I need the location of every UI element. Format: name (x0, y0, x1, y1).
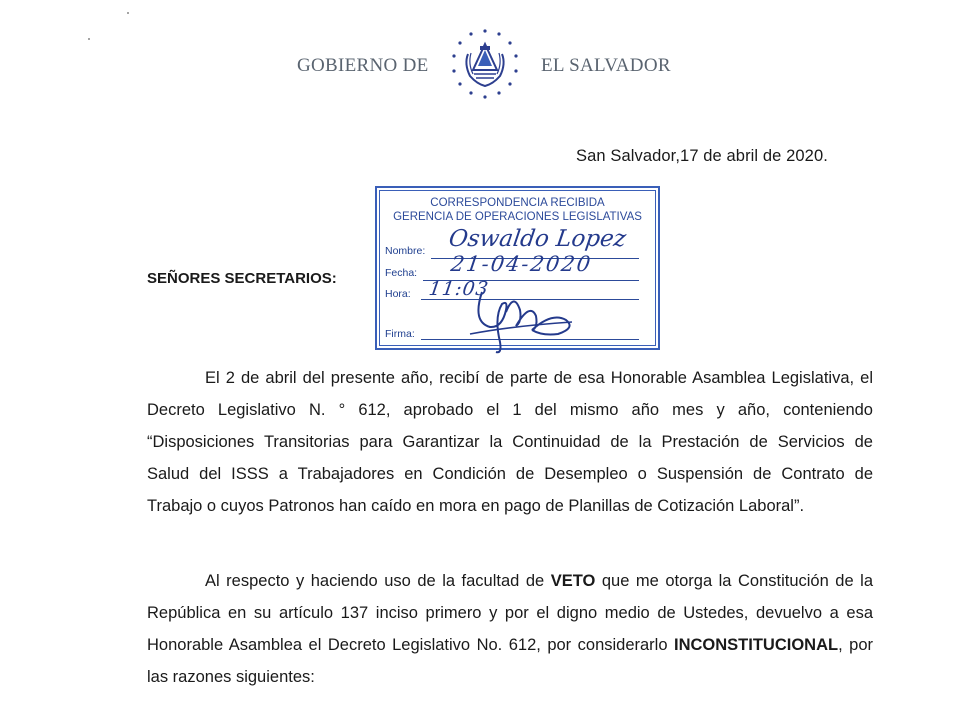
stamp-title: CORRESPONDENCIA RECIBIDA (430, 197, 605, 209)
text-run: Honorable Asamblea el Decreto Legislativo No. 612, por considerarlo (147, 636, 674, 654)
paragraph-line: “Disposiciones Transitorias para Garantizar la Continuidad de la Prestación de Servicios de (147, 433, 873, 451)
paragraph-line: El 2 de abril del presente año, recibí de parte de esa Honorable Asamblea Legislativa, el (205, 369, 873, 387)
paragraph-1 (147, 362, 873, 522)
paragraph-line: Trabajo o cuyos Patronos han caído en mora en pago de Planillas de Cotización Laboral”. (147, 497, 805, 515)
stamp-subtitle: GERENCIA DE OPERACIONES LEGISLATIVAS (393, 211, 642, 223)
text-run: , por (838, 636, 873, 654)
paragraph-2 (147, 565, 873, 693)
text-run: Al respecto y haciendo uso de la facultad de (205, 572, 551, 590)
scan-speck (127, 12, 129, 14)
paragraph-line: Decreto Legislativo N. ° 612, aprobado el 1 del mismo año mes y año, conteniendo (147, 401, 873, 419)
letterhead-left-text: GOBIERNO DE (297, 55, 429, 76)
salutation: SEÑORES SECRETARIOS: (147, 270, 337, 287)
stamp-label-time: Hora: (385, 288, 411, 300)
stamp-label-name: Nombre: (385, 245, 426, 257)
stamp-label-date: Fecha: (385, 267, 418, 279)
stamp-value-time: 11:03 (427, 278, 491, 300)
paragraph-line: República en su artículo 137 inciso primero y por el digno medio de Ustedes, devuelvo a esa (147, 604, 873, 622)
stamp-value-date: 21-04-2020 (449, 252, 594, 276)
scan-speck (88, 38, 90, 40)
el-salvador-coat-of-arms-icon (447, 26, 523, 102)
paragraph-line (147, 565, 873, 597)
letterhead-right-text: EL SALVADOR (541, 55, 671, 76)
text-run: que me otorga la Constitución de la (595, 572, 873, 590)
paragraph-line: las razones siguientes: (147, 668, 315, 686)
paragraph-line (147, 629, 873, 661)
handwritten-signature (462, 282, 582, 354)
paragraph-line: Salud del ISSS a Trabajadores en Condición de Desempleo o Suspensión de Contrato de (147, 465, 873, 483)
stamp-value-name: Oswaldo Lopez (447, 226, 628, 252)
date-line: San Salvador,17 de abril de 2020. (576, 147, 828, 165)
bold-term-inconstitucional: INCONSTITUCIONAL (674, 636, 839, 654)
stamp-label-signature: Firma: (385, 328, 415, 340)
bold-term-veto: VETO (550, 572, 596, 590)
